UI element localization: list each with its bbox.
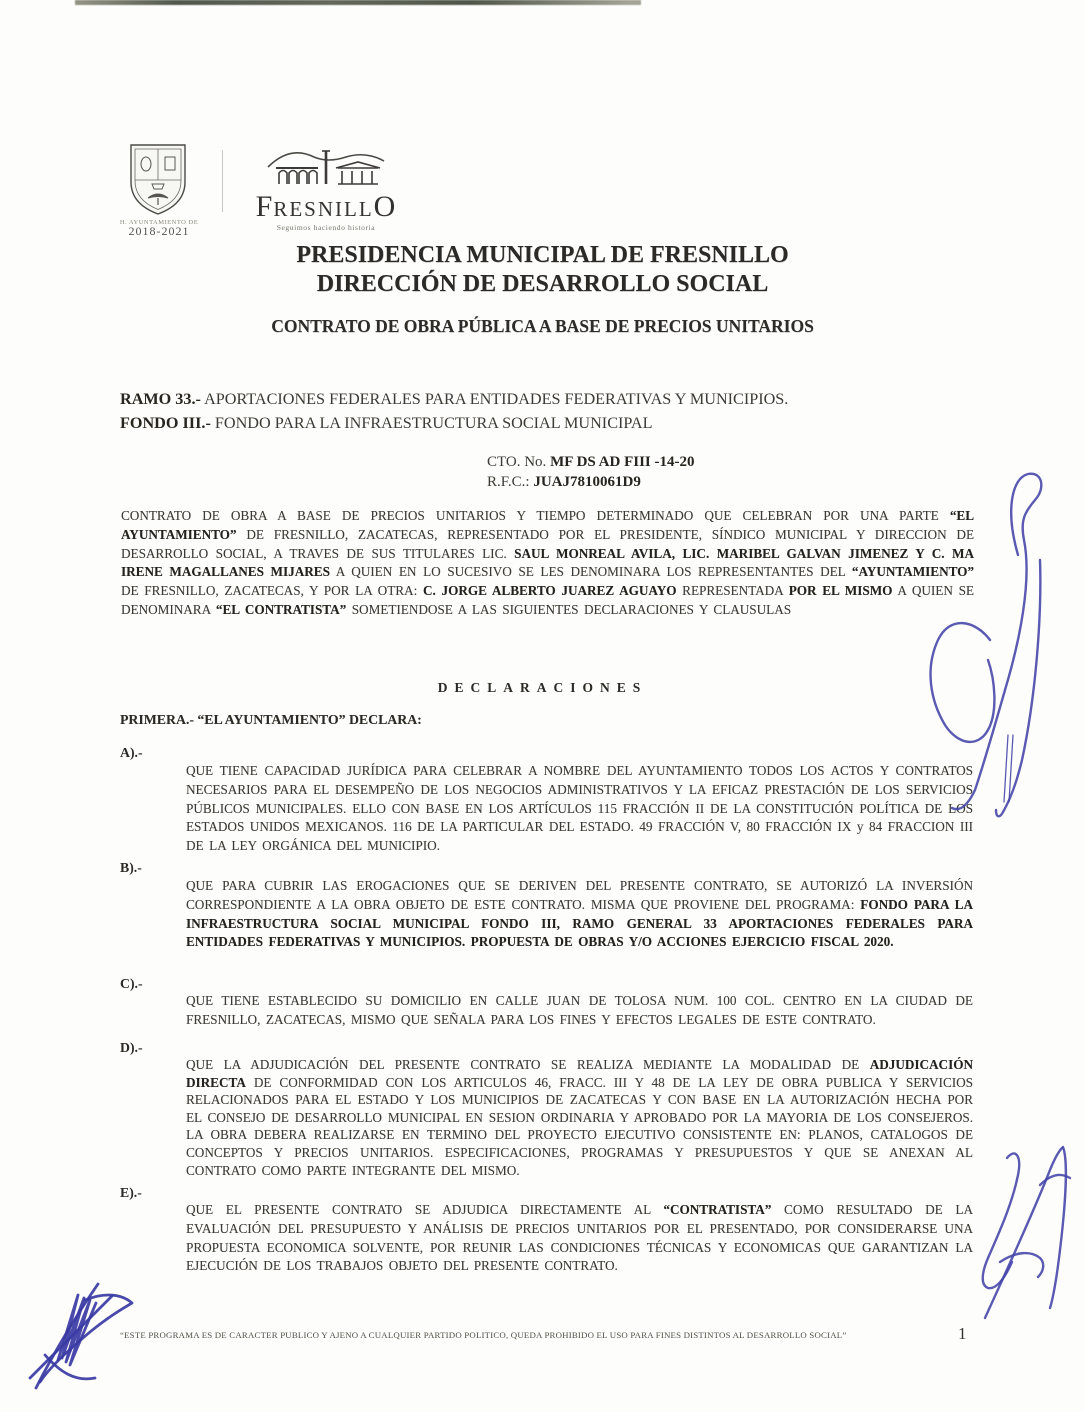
footer-disclaimer: “ESTE PROGRAMA ES DE CARACTER PUBLICO Y AJENO A CUALQUIER PARTIDO POLITICO, QUEDA PROHIBIDO EL USO PARA FINES DISTINTOS AL DESARROLLO SOCIAL”	[120, 1330, 847, 1340]
fresnillo-logo	[236, 141, 416, 232]
page-number: 1	[958, 1324, 967, 1343]
rfc-value: JUAJ7810061D9	[533, 474, 641, 490]
ramo-lead: RAMO 33.-	[120, 390, 201, 408]
rfc-line	[487, 472, 695, 492]
aqueduct-logo-icon	[262, 141, 390, 187]
declaration-paragraph-e: QUE EL PRESENTE CONTRATO SE ADJUDICA DIRECTAMENTE AL “CONTRATISTA” COMO RESULTADO DE LA EVALUACIÓN DEL PRESUPUESTO Y ANÁLISIS DE PRECIOS UNITARIOS POR EL PRESENTADO, POR CONSIDERARSE UNA PROPUESTA ECONOMICA SOLVENTE, POR REUNIR LAS CONDICIONES TÉCNICAS Y ECONOMICAS QUE GARANTIZAN LA EJECUCIÓN DE LOS TRABAJOS OBJETO DEL PRESENTE CONTRATO.	[186, 1202, 973, 1274]
primera-heading: PRIMERA.- “EL AYUNTAMIENTO” DECLARA:	[120, 712, 422, 727]
brand-initial: F	[255, 190, 274, 223]
declaration-label-c: C).-	[120, 976, 143, 991]
contract-id-block	[487, 452, 695, 492]
brand-tagline: Seguimos haciendo historia	[276, 223, 376, 232]
municipal-crest-icon	[126, 140, 190, 220]
brand-name	[236, 190, 416, 225]
program-lines	[120, 388, 965, 435]
intro-paragraph: CONTRATO DE OBRA A BASE DE PRECIOS UNITARIOS Y TIEMPO DETERMINADO QUE CELEBRAN POR UNA PARTE “EL AYUNTAMIENTO” DE FRESNILLO, ZACATECAS, REPRESENTADO POR EL PRESIDENTE, SÍNDICO MUNICIPAL Y DIRECCION DE DESARROLLO SOCIAL, A TRAVES DE SUS TITULARES LIC. SAUL MONREAL AVILA, LIC. MARIBEL GALVAN JIMENEZ Y C. MA IRENE MAGALLANES MIJARES A QUIEN EN LO SUCESIVO SE LES DENOMINARA LOS REPRESENTANTES DEL “AYUNTAMIENTO” DE FRESNILLO, ZACATECAS, Y POR LA OTRA: C. JORGE ALBERTO JUAREZ AGUAYO REPRESENTADA POR EL MISMO A QUIEN SE DENOMINARA “EL CONTRATISTA” SOMETIENDOSE A LAS SIGUIENTES DECLARACIONES Y CLAUSULAS	[121, 508, 975, 617]
signature-ink-bottom-left	[20, 1270, 145, 1395]
declaration-label-a: A).-	[120, 745, 143, 760]
declaraciones-heading: DECLARACIONES	[437, 680, 648, 695]
logo-divider	[222, 150, 223, 212]
declaration-label-e: E).-	[120, 1185, 142, 1200]
document-title	[0, 241, 1085, 298]
crest-caption-text: H. AYUNTAMIENTO DE	[119, 219, 199, 226]
declaration-paragraph-a: QUE TIENE CAPACIDAD JURÍDICA PARA CELEBRAR A NOMBRE DEL AYUNTAMIENTO TODOS LOS ACTOS Y CONTRATOS NECESARIOS PARA EL DESEMPEÑO DE LOS NEGOCIOS ADMINISTRATIVOS Y LA EFICAZ PRESTACIÓN DE LOS SERVICIOS PÚBLICOS MUNICIPALES. ELLO CON BASE EN LOS ARTÍCULOS 115 FRACCIÓN II DE LA CONSTITUCIÓN POLÍTICA DE LOS ESTADOS UNIDOS MEXICANOS. 116 DE LA PARTICULAR DEL ESTADO. 49 FRACCIÓN V, 80 FRACCIÓN IX y 84 FRACCION III DE LA LEY ORGÁNICA DEL MUNICIPIO.	[186, 763, 973, 854]
brand-middle: RESNILL	[273, 197, 374, 221]
cto-value: MF DS AD FIII -14-20	[550, 454, 695, 470]
declaration-label-b: B).-	[120, 860, 142, 875]
cto-label: CTO. No.	[487, 454, 551, 470]
declaration-label-d: D).-	[120, 1040, 143, 1055]
signature-ink-bottom-right	[950, 1135, 1085, 1325]
title-line-1: PRESIDENCIA MUNICIPAL DE FRESNILLO	[296, 242, 789, 268]
crest-caption-years: 2018-2021	[128, 224, 190, 238]
contract-number-line	[487, 452, 695, 472]
crest-caption	[108, 219, 210, 238]
scan-edge-artifact	[75, 0, 641, 5]
brand-final: O	[373, 190, 397, 223]
signature-ink-right-margin	[915, 460, 1085, 820]
fondo-lead: FONDO III.-	[120, 413, 211, 432]
ramo-line	[120, 388, 965, 412]
fondo-rest: FONDO PARA LA INFRAESTRUCTURA SOCIAL MUNICIPAL	[210, 413, 653, 432]
ramo-rest: APORTACIONES FEDERALES PARA ENTIDADES FEDERATIVAS Y MUNICIPIOS.	[200, 390, 789, 408]
fondo-line	[120, 412, 965, 436]
rfc-label: R.F.C.:	[487, 474, 534, 490]
title-line-2: DIRECCIÓN DE DESARROLLO SOCIAL	[316, 270, 769, 297]
declaration-paragraph-c: QUE TIENE ESTABLECIDO SU DOMICILIO EN CALLE JUAN DE TOLOSA NUM. 100 COL. CENTRO EN LA CIUDAD DE FRESNILLO, ZACATECAS, MISMO QUE SEÑALA PARA LOS FINES Y EFECTOS LEGALES DE ESTE CONTRATO.	[186, 993, 973, 1027]
declaration-paragraph-d: QUE LA ADJUDICACIÓN DEL PRESENTE CONTRATO SE REALIZA MEDIANTE LA MODALIDAD DE ADJUDICACIÓN DIRECTA DE CONFORMIDAD CON LOS ARTICULOS 46, FRACC. III Y 48 DE LA LEY DE OBRA PUBLICA Y SERVICIOS RELACIONADOS PARA EL ESTADO Y LOS MUNICIPIOS DE ZACATECAS Y CON BASE EN LA AUTORIZACIÓN HECHA POR EL CONSEJO DE DESARROLLO MUNICIPAL EN SESION ORDINARIA Y APROBADO POR LA MAYORIA DE LOS CONSEJEROS. LA OBRA DEBERA REALIZARSE EN TERMINO DEL PROYECTO EJECUTIVO CONSISTENTE EN: PLANOS, CATALOGOS DE CONCEPTOS Y PRECIOS UNITARIOS. ESPECIFICACIONES, PROGRAMAS Y PRESUPUESTOS Y QUE SE ANEXAN AL CONTRATO COMO PARTE INTEGRANTE DEL MISMO.	[186, 1057, 973, 1178]
declaration-paragraph-b: QUE PARA CUBRIR LAS EROGACIONES QUE SE DERIVEN DEL PRESENTE CONTRATO, SE AUTORIZÓ LA INVERSIÓN CORRESPONDIENTE A LA OBRA OBJETO DE ESTE CONTRATO. MISMA QUE PROVIENE DEL PROGRAMA: FONDO PARA LA INFRAESTRUCTURA SOCIAL MUNICIPAL FONDO III, RAMO GENERAL 33 APORTACIONES FEDERALES PARA ENTIDADES FEDERATIVAS Y MUNICIPIOS. PROPUESTA DE OBRAS Y/O ACCIONES EJERCICIO FISCAL 2020.	[186, 878, 973, 950]
document-subtitle: CONTRATO DE OBRA PÚBLICA A BASE DE PRECIOS UNITARIOS	[271, 316, 814, 336]
